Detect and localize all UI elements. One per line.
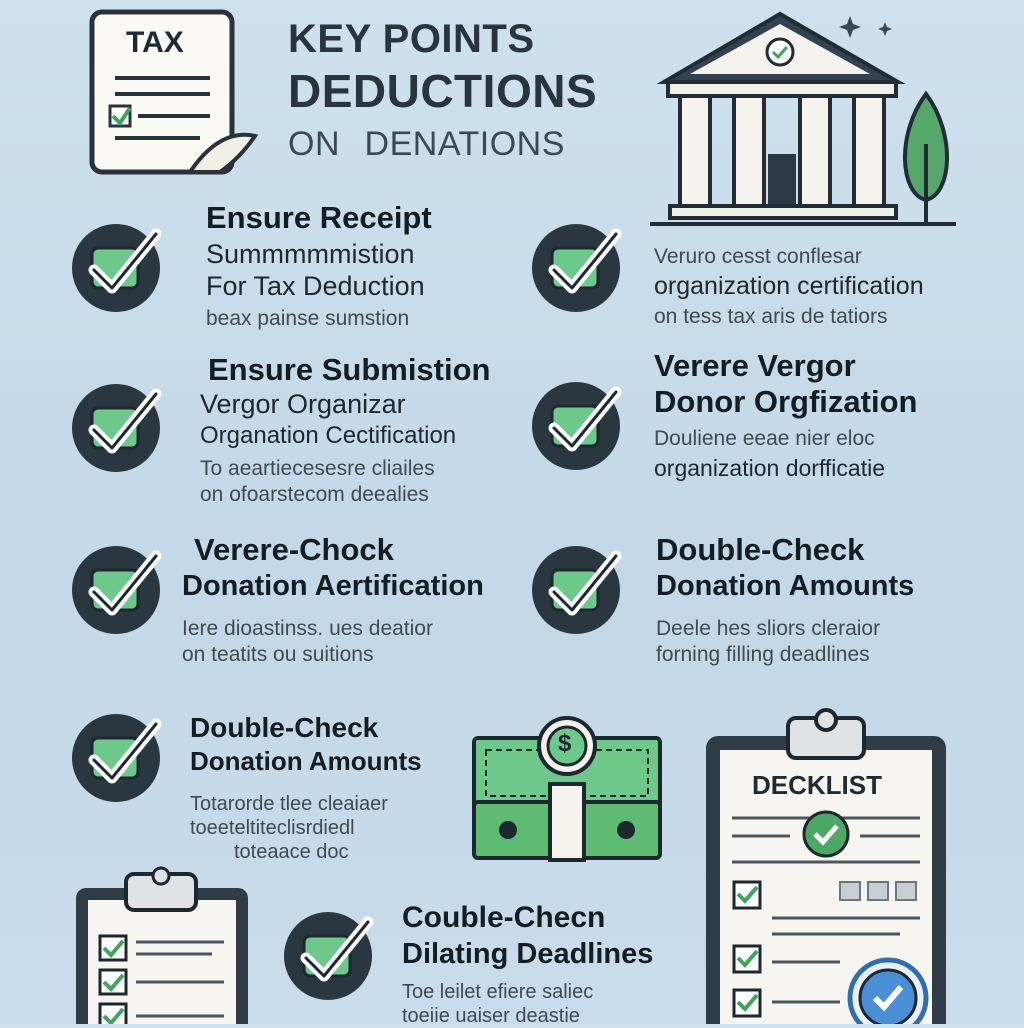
list-item [206, 200, 432, 332]
item-desc: Douliene eeae nier eloc [654, 427, 875, 450]
item-title: Ensure Submistion [208, 352, 491, 387]
list-item [200, 352, 490, 508]
check-circle-icon [70, 708, 170, 808]
item-desc: toeeteltiteclisrdiedl [190, 817, 355, 839]
item-title: Verere Vergor [654, 348, 856, 383]
item-subtitle: Donation Amounts [656, 570, 915, 602]
check-circle-icon [530, 218, 630, 318]
item-desc: Toe leilet efiere saliec [402, 981, 594, 1003]
item-subtitle: Donor Orgfization [654, 384, 918, 419]
item-desc: beax painse sumstion [206, 307, 410, 330]
item-subtitle: Vergor Organizar [200, 389, 406, 419]
item-desc: toteaace doc [234, 841, 349, 863]
list-item [190, 712, 422, 864]
check-circle-icon [70, 378, 170, 478]
item-desc: To aeartiecesesre cliailes [200, 457, 435, 480]
dollar-sign: $ [558, 730, 572, 757]
item-desc: on ofoarstecom deealies [200, 483, 429, 506]
item-desc: organization dorfficatie [654, 455, 885, 481]
item-subtitle: Donation Amounts [190, 746, 422, 776]
item-title: Double-Check [190, 712, 379, 743]
item-title: Veruro cesst conflesar [654, 245, 862, 268]
item-title: Double-Check [656, 532, 865, 567]
check-circle-icon [282, 906, 382, 1006]
checklist-clipboard-icon [700, 706, 952, 1024]
title-line-3: ON DENATIONS [288, 125, 565, 163]
bank-building-icon [640, 4, 980, 234]
item-title: Couble-Checn [402, 901, 606, 934]
check-circle-icon [530, 540, 630, 640]
title-line-1: KEY POINTS [288, 17, 535, 61]
item-subtitle: Dilating Deadlines [402, 938, 654, 970]
tax-label: TAX [126, 26, 184, 59]
item-title: Ensure Receipt [206, 200, 432, 235]
item-desc: toeiie uaiser deastie [402, 1005, 580, 1027]
small-clipboard-icon [72, 866, 254, 1024]
page-title [288, 16, 597, 164]
item-line: Organation Cectification [200, 422, 457, 449]
check-circle-icon [70, 218, 170, 318]
item-desc: on teatits ou suitions [182, 643, 374, 666]
check-circle-icon [530, 376, 630, 476]
list-item [654, 244, 924, 330]
list-item [654, 348, 917, 484]
item-subtitle: Donation Aertification [182, 570, 484, 602]
item-subtitle: organization certification [654, 272, 924, 300]
item-desc: Deele hes sliors cleraior [656, 617, 881, 640]
checklist-label: DECKLIST [752, 770, 882, 800]
item-subtitle: Summmmmistion [206, 239, 415, 269]
check-circle-icon [70, 540, 170, 640]
tax-document-icon [70, 8, 260, 178]
list-item [402, 900, 653, 1028]
money-stack-icon [470, 714, 665, 864]
item-desc: forning filling deadlines [656, 643, 870, 666]
list-item [182, 532, 484, 668]
item-desc: Iere dioastinss. ues deatior [182, 617, 433, 640]
list-item [656, 532, 914, 668]
item-desc: on tess tax aris de tatiors [654, 305, 888, 328]
item-line: For Tax Deduction [206, 271, 425, 301]
item-title: Verere-Chock [194, 532, 394, 567]
title-line-2: DEDUCTIONS [288, 65, 598, 117]
item-desc: Totarorde tlee cleaiaer [190, 793, 388, 815]
